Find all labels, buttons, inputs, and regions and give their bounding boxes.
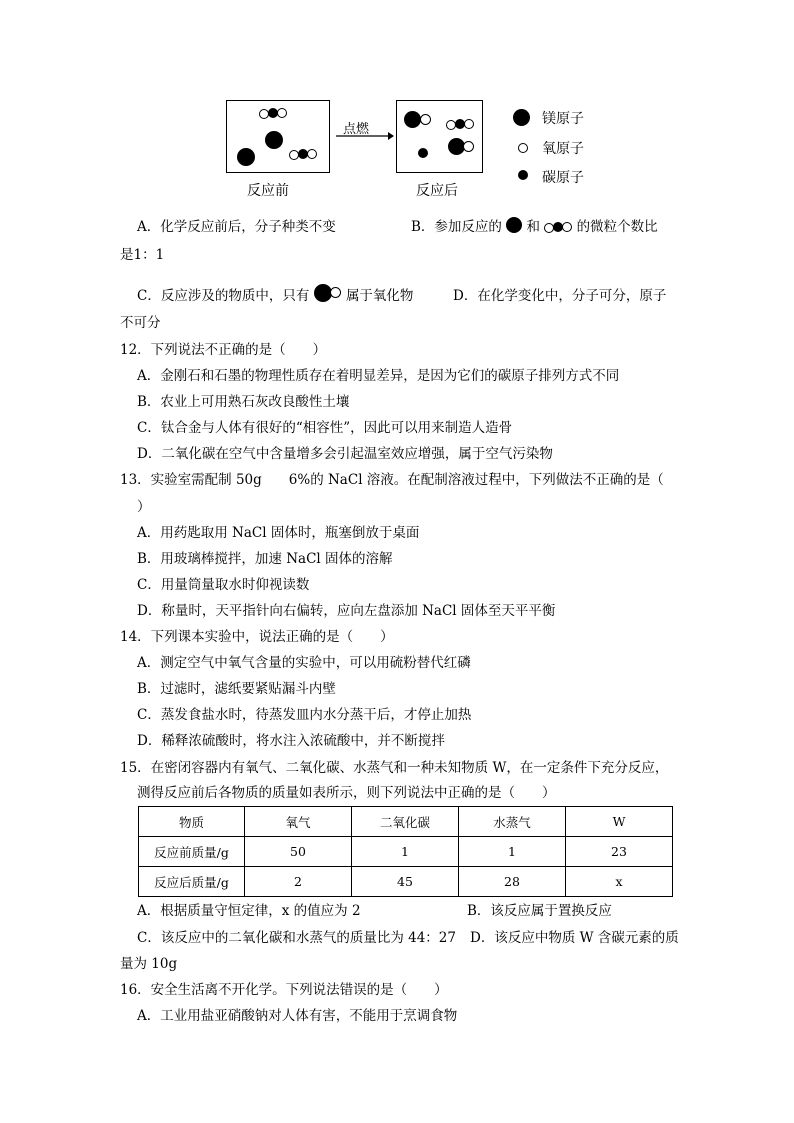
q11-option-c-text-end: 属于氧化物 — [345, 288, 414, 304]
before-reaction-box — [226, 100, 330, 173]
magnesium-atom-icon — [265, 131, 283, 149]
q16-option-a: A．工业用盐亚硝酸钠对人体有害，不能用于烹调食物 — [137, 1008, 458, 1024]
oxygen-atom-icon — [307, 149, 317, 159]
table-header-cell: 水蒸气 — [459, 807, 566, 837]
mass-table — [138, 806, 673, 897]
table-row — [139, 837, 673, 867]
table-cell: x — [566, 867, 673, 897]
q13-option-b: B．用玻璃棒搅拌，加速 NaCl 固体的溶解 — [137, 551, 393, 567]
q11-option-b-and: 和 — [526, 219, 541, 235]
q11-option-a: A．化学反应前后，分子种类不变 — [137, 219, 336, 235]
q11-option-b-text: B．参加反应的 — [411, 219, 502, 235]
table-row — [139, 867, 673, 897]
oxygen-atom-icon — [420, 114, 431, 125]
q15-stem-cont: 测得反应前后各物质的质量如表所示，则下列说法中正确的是（ ） — [137, 785, 556, 801]
q11-option-c-text: C．反应涉及的物质中，只有 — [137, 288, 310, 304]
q13-option-c: C．用量筒量取水时仰视读数 — [137, 577, 310, 593]
oxygen-atom-icon — [518, 143, 528, 153]
q11-option-b-cont: 是1：1 — [120, 247, 165, 263]
legend-label: 碳原子 — [542, 170, 584, 186]
q11-option-b-text-end: 的微粒个数比 — [576, 219, 658, 235]
table-cell: 45 — [352, 867, 459, 897]
table-cell: 23 — [566, 837, 673, 867]
q12-option-c: C．钛合金与人体有很好的“相容性”，因此可以用来制造人造骨 — [137, 420, 513, 436]
q14-option-c: C．蒸发食盐水时，待蒸发皿内水分蒸干后，才停止加热 — [137, 707, 472, 723]
table-cell: 50 — [245, 837, 352, 867]
before-reaction-label: 反应前 — [247, 183, 289, 199]
table-cell: 1 — [459, 837, 566, 867]
table-header-row — [139, 807, 673, 837]
after-reaction-label: 反应后 — [416, 183, 458, 199]
q15-option-d-cont: 量为 10g — [120, 956, 178, 972]
oxygen-atom-icon — [277, 108, 287, 118]
q16-stem: 16．安全生活离不开化学。下列说法错误的是（ ） — [120, 982, 448, 998]
magnesium-atom-icon — [404, 111, 421, 128]
oxygen-molecule-icon — [544, 222, 572, 233]
table-header-cell: W — [566, 807, 673, 837]
table-header-cell: 二氧化碳 — [352, 807, 459, 837]
q13-option-a: A．用药匙取用 NaCl 固体时，瓶塞倒放于桌面 — [137, 525, 420, 541]
table-cell: 1 — [352, 837, 459, 867]
table-cell: 2 — [245, 867, 352, 897]
table-header-cell: 物质 — [139, 807, 245, 837]
q13-stem-cont: ） — [137, 499, 151, 515]
reaction-arrow-icon — [336, 131, 394, 141]
magnesium-atom-icon — [237, 148, 255, 166]
carbon-atom-icon — [418, 148, 428, 158]
q15-option-d: D．该反应中物质 W 含碳元素的质 — [470, 930, 679, 946]
table-cell: 反应前质量/g — [139, 837, 245, 867]
q12-stem: 12．下列说法不正确的是（ ） — [120, 342, 327, 358]
q15-option-b: B．该反应属于置换反应 — [467, 903, 612, 919]
magnesium-atom-icon — [513, 109, 530, 126]
magnesium-oxide-icon — [314, 284, 342, 302]
oxygen-atom-icon — [464, 119, 474, 129]
table-cell: 反应后质量/g — [139, 867, 245, 897]
arrow-label: 点燃 — [343, 122, 370, 137]
carbon-atom-icon — [518, 170, 528, 180]
q15-option-c: C．该反应中的二氧化碳和水蒸气的质量比为 44：27 — [137, 930, 456, 946]
q14-option-d: D．稀释浓硫酸时，将水注入浓硫酸中，并不断搅拌 — [137, 733, 445, 749]
q12-option-b: B．农业上可用熟石灰改良酸性土壤 — [137, 394, 350, 410]
q11-option-d-cont: 不可分 — [120, 315, 161, 331]
q11-option-d: D．在化学变化中，分子可分，原子 — [453, 288, 667, 304]
q15-option-a: A．根据质量守恒定律，x 的值应为 2 — [137, 903, 361, 919]
q11-option-c — [137, 287, 413, 306]
q14-option-b: B．过滤时，滤纸要紧贴漏斗内壁 — [137, 681, 336, 697]
q13-stem: 13．实验室需配制 50g 6%的 NaCl 溶液。在配制溶液过程中，下列做法不正确的是（ — [120, 472, 664, 488]
legend-label: 镁原子 — [542, 111, 584, 127]
table-header-cell: 氧气 — [245, 807, 352, 837]
q12-option-a: A．金刚石和石墨的物理性质存在着明显差异，是因为它们的碳原子排列方式不同 — [137, 368, 620, 384]
after-reaction-box — [396, 100, 483, 173]
legend-label: 氧原子 — [542, 141, 584, 157]
q14-option-a: A．测定空气中氧气含量的实验中，可以用硫粉替代红磷 — [137, 655, 471, 671]
magnesium-atom-icon — [506, 217, 522, 233]
table-cell: 28 — [459, 867, 566, 897]
oxygen-atom-icon — [463, 141, 474, 152]
q13-option-d: D．称量时，天平指针向右偏转，应向左盘添加 NaCl 固体至天平平衡 — [137, 603, 556, 619]
q15-stem: 15．在密闭容器内有氧气、二氧化碳、水蒸气和一种未知物质 W，在一定条件下充分反应， — [120, 760, 669, 776]
q12-option-d: D．二氧化碳在空气中含量增多会引起温室效应增强，属于空气污染物 — [137, 446, 553, 462]
q14-stem: 14．下列课本实验中，说法正确的是（ ） — [120, 629, 394, 645]
q11-option-b — [411, 218, 658, 236]
